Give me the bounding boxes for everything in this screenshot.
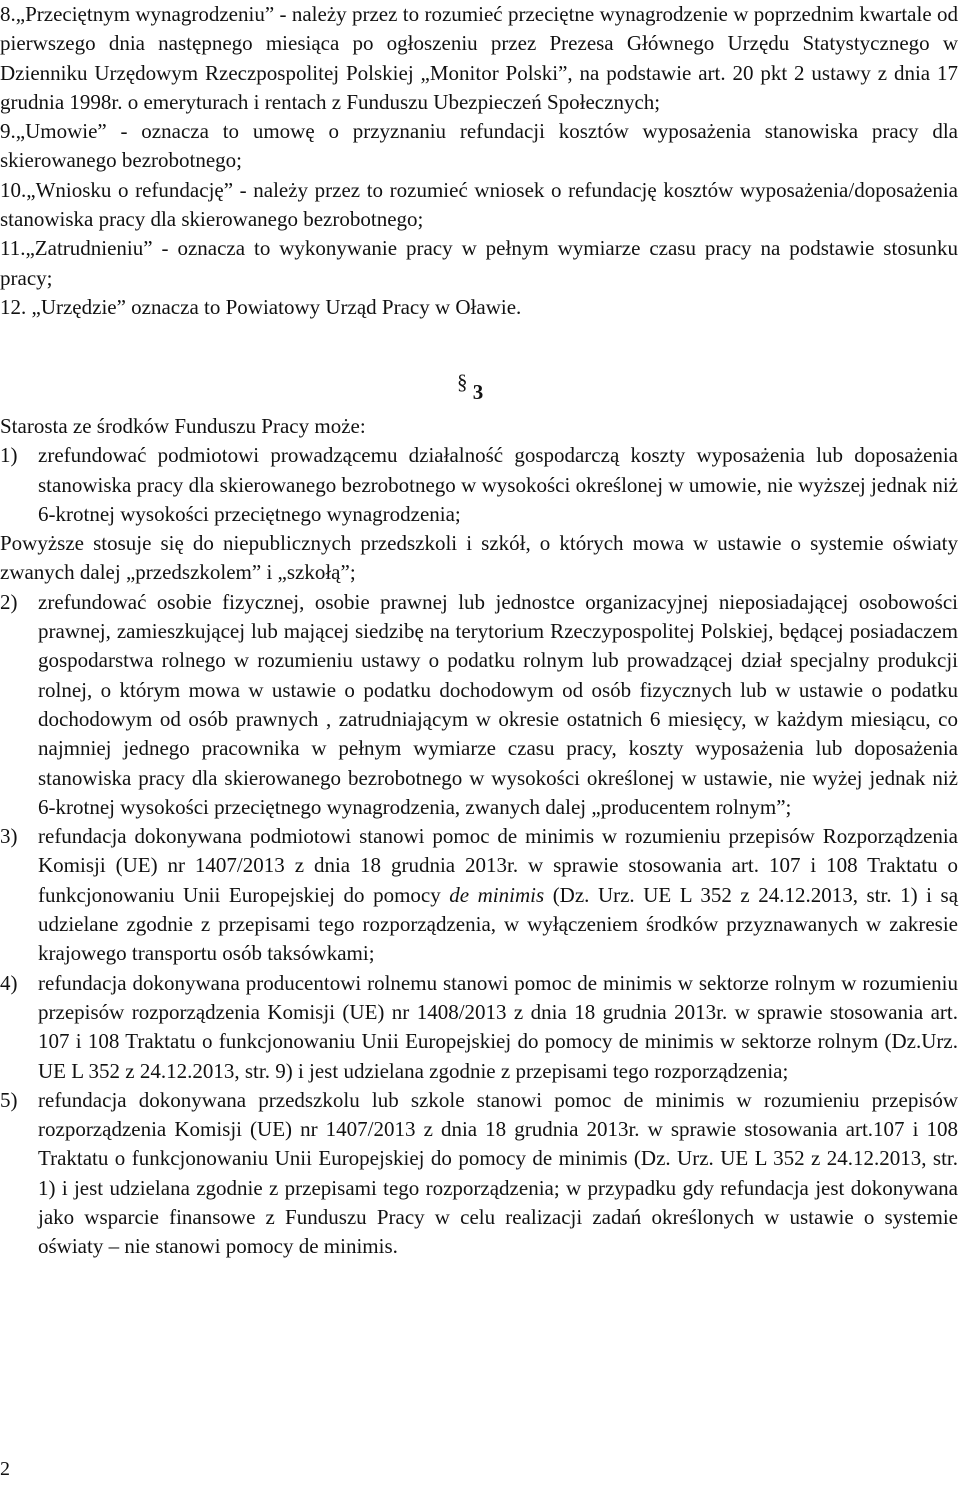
list-item-2: [0, 588, 958, 822]
definition-8: 8.„Przeciętnym wynagrodzeniu” - należy przez to rozumieć przeciętne wynagrodzenie w poprzednim kwartale od pierwszego dnia następnego miesiąca po ogłoszeniu przez Prezesa Głównego Urzędu Statystycznego w Dzienniku Urzędowym Rzeczpospolitej Polskiej „Monitor Polski”, na podstawie art. 20 pkt 2 ustawy z dnia 17 grudnia 1998r. o emeryturach i rentach z Funduszu Ubezpieczeń Społecznych;: [0, 2, 958, 114]
definition-10: 10.„Wniosku o refundację” - należy przez to rozumieć wniosek o refundację kosztów wyposażenia/doposażenia stanowiska pracy dla skierowanego bezrobotnego;: [0, 177, 958, 232]
list-item-3: [0, 822, 958, 968]
section-note: Powyższe stosuje się do niepublicznych przedszkoli i szkół, o których mowa w ustawie o systemie oświaty zwanych dalej „przedszkolem” i „szkołą”;: [0, 531, 958, 585]
definitions-list: [0, 0, 958, 322]
list-item-number: 5): [0, 1087, 18, 1112]
list-item-text-part: refundacja dokonywana podmiotowi stanowi pomoc de minimis w rozumieniu przepisów Rozporządzenia Komisji (UE) nr 1407/2013 z dnia 18 grudnia 2013r. w sprawie stosowania art. 107 i 108 Traktatu o funkcjonowaniu Unii Europejskiej do pomocy: [38, 824, 958, 907]
list-item-number: 3): [0, 824, 18, 849]
list-item-text: zrefundować osobie fizycznej, osobie prawnej lub jednostce organizacyjnej nieposiadającej osobowości prawnej, zamieszkującej lub mającej siedzibę na terytorium Rzeczypospolitej Polskiej, będącej posiadaczem gospodarstwa rolnego w rozumieniu ustawy o podatku rolnym lub prowadzącej dział specjalny produkcji rolnej, o którym mowa w ustawie o podatku dochodowym od osób fizycznych lub w ustawie o podatku dochodowym od osób prawnych , zatrudniającym w okresie ostatnich 6 miesięcy, w każdym miesiącu, co najmniej jednego pracownika w pełnym wymiarze czasu pracy, koszty wyposażenia lub doposażenia stanowiska pracy dla skierowanego bezrobotnego w wysokości określonej w ustawie, nie wyżej jednak niż 6-krotnej wysokości przeciętnego wynagrodzenia, zwanych dalej „producentem rolnym”;: [38, 589, 958, 819]
page-number: 2: [0, 1458, 10, 1480]
list-item-text: [38, 822, 958, 968]
list-item-text-part: (Dz. Urz. UE L 352 z 24.12.2013, str. 1) i są udzielane zgodnie z przepisami tego rozporządzenia, w wyłączeniem środków przyznawanych w zakresie krajowego transportu osób taksówkami;: [38, 882, 959, 966]
section-body: [0, 412, 958, 1262]
section-heading: [457, 370, 497, 407]
list-item-4: [0, 969, 958, 1086]
list-item-number: 4): [0, 970, 18, 995]
italic-term: de minimis: [449, 882, 545, 907]
definition-12: 12. „Urzędzie” oznacza to Powiatowy Urząd Pracy w Oławie.: [0, 294, 522, 319]
list-item-1: [0, 441, 958, 529]
section-symbol: §: [457, 370, 468, 394]
definition-11: 11.„Zatrudnieniu” - oznacza to wykonywanie pracy w pełnym wymiarze czasu pracy na podstawie stosunku pracy;: [0, 236, 958, 290]
section-number: 3: [472, 380, 484, 404]
list-item-text: refundacja dokonywana producentowi rolnemu stanowi pomoc de minimis w sektorze rolnym w rozumieniu przepisów rozporządzenia Komisji (UE) nr 1408/2013 z dnia 18 grudnia 2013r. w sprawie stosowania art. 107 i 108 Traktatu o funkcjonowaniu Unii Europejskiej do pomocy de minimis w sektorze rolnym (Dz.Urz. UE L 352 z 24.12.2013, str. 9) i jest udzielana zgodnie z przepisami tego rozporządzenia;: [38, 970, 958, 1083]
list-item-5: [0, 1086, 958, 1262]
list-item-number: 2): [0, 589, 18, 614]
section-intro: Starosta ze środków Funduszu Pracy może:: [0, 414, 366, 438]
list-item-text: zrefundować podmiotowi prowadzącemu działalność gospodarczą koszty wyposażenia lub doposażenia stanowiska pracy dla skierowanego bezrobotnego w wysokości określonej w umowie, nie wyższej jednak niż 6-krotnej wysokości przeciętnego wynagrodzenia;: [38, 443, 958, 526]
definition-9: 9.„Umowie” - oznacza to umowę o przyznaniu refundacji kosztów wyposażenia stanowiska pracy dla skierowanego bezrobotnego;: [0, 119, 958, 173]
list-item-number: 1): [0, 443, 18, 468]
list-item-text: refundacja dokonywana przedszkolu lub szkole stanowi pomoc de minimis w rozumieniu przepisów rozporządzenia Komisji (UE) nr 1407/2013 z dnia 18 grudnia 2013r. w sprawie stosowania art.107 i 108 Traktatu o funkcjonowaniu Unii Europejskiej do pomocy de minimis (Dz. Urz. UE L 352 z 24.12.2013, str. 1) i jest udzielana zgodnie z przepisami tego rozporządzenia; w przypadku gdy refundacja jest dokonywana jako wsparcie finansowe z Funduszu Pracy w celu realizacji zadań określonych w ustawie o systemie oświaty – nie stanowi pomocy de minimis.: [38, 1087, 958, 1259]
